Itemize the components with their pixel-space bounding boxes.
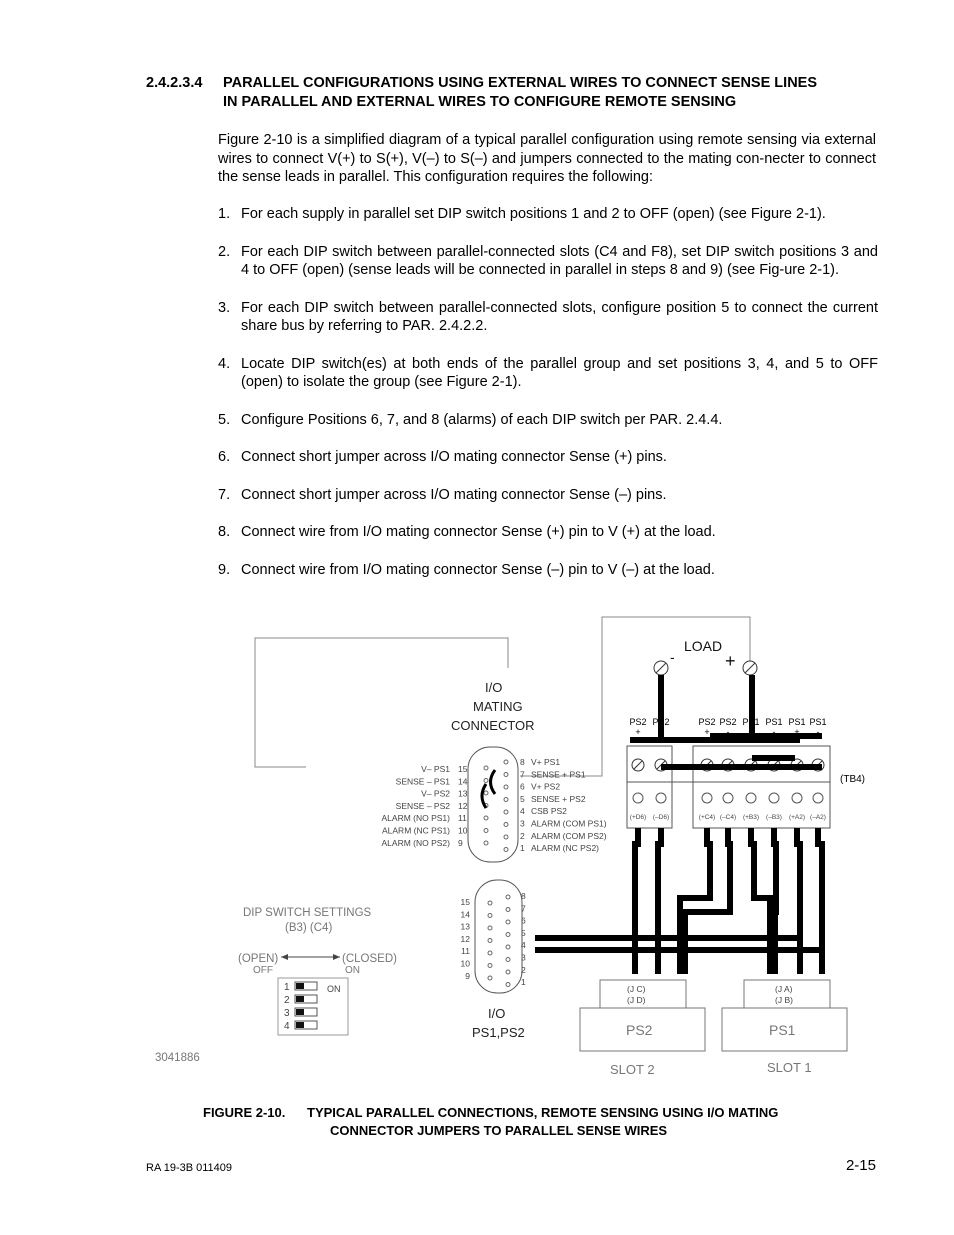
tb4-bottom-label: (+B3) [742,814,760,821]
tb4-top-ps: PS2 [698,717,716,727]
tb4-top-sign: - [659,727,663,737]
tb4-bottom-label: (–D6) [652,814,670,821]
mating-left-pin-label: SENSE – PS1 [395,776,450,787]
dip-switch-lever [296,1009,304,1015]
io-left-pin-num: 15 [460,897,470,907]
tb4-lower-terminal [769,793,779,803]
ps1-conn-1: (J A) [775,984,793,994]
tb4-top-ps: PS1 [788,717,806,727]
mating-connector-shell [468,747,518,862]
tb4-top-sign: - [772,727,776,737]
tb4-bottom-label: (+A2) [788,814,806,821]
mating-right-pin-num: 6 [520,781,525,792]
step-item [218,448,878,467]
step-number: 4. [218,355,231,372]
step-text: Connect short jumper across I/O mating connector Sense (–) pins. [241,486,667,503]
io-label-2: PS1,PS2 [472,1025,525,1040]
io-left-pin-num: 10 [460,958,470,969]
io-label-1: I/O [488,1006,506,1021]
figure-2-10-diagram [150,612,870,1087]
tb4-top-ps: PS2 [629,717,647,727]
io-left-pin-num: 12 [460,933,470,944]
step-item [218,243,878,280]
section-title-line2: IN PARALLEL AND EXTERNAL WIRES TO CONFIGURE REMOTE SENSING [223,94,737,110]
tb4-top-ps: PS1 [765,717,783,727]
tb4-bottom-label: (–C4) [719,814,737,821]
mating-right-pin-label: V+ PS2 [531,781,561,792]
io-right-pin-num: 5 [521,927,526,938]
tb4-lower-terminal [813,793,823,803]
step-item [218,523,878,542]
mating-label-2: MATING [473,699,523,714]
load-plus: + [725,651,736,671]
step-text: For each supply in parallel set DIP switch positions 1 and 2 to OFF (open) (see Figure 2-1). [241,206,826,222]
step-item [218,411,878,430]
dip-switch-number: 1 [284,982,290,993]
tb4-top-ps: PS2 [719,717,737,727]
step-number: 9. [218,561,231,578]
mating-left-pin-label: ALARM (NO PS1) [381,813,450,824]
step-item [218,299,878,336]
tb4-bottom-label: (–A2) [810,814,826,821]
mating-left-pin-label: ALARM (NC PS1) [381,825,450,836]
step-text: Connect wire from I/O mating connector Sense (–) pin to V (–) at the load. [241,561,715,578]
ps1-conn-2: (J B) [775,995,793,1005]
figure-caption-line1: TYPICAL PARALLEL CONNECTIONS, REMOTE SENSING USING I/O MATING [307,1105,779,1120]
step-item [218,205,878,224]
steps-list [218,205,878,598]
mating-right-pin-num: 2 [520,830,525,841]
mating-left-pin-label: V– PS1 [421,764,450,774]
section-title-line1: PARALLEL CONFIGURATIONS USING EXTERNAL WIRES TO CONNECT SENSE LINES [223,75,818,91]
tb4-top-sign: + [635,727,641,737]
tb4-lower-terminal [633,793,643,803]
step-text: For each DIP switch between parallel-connected slots, configure position 5 to connect the current share bus by referring to PAR. 2.4.2.2. [241,299,878,334]
io-connector-shell [475,880,522,993]
tb4-bottom-label: (+C4) [698,814,716,821]
tb4-top-ps: PS1 [809,717,827,727]
step-number: 3. [218,299,231,316]
step-text: Configure Positions 6, 7, and 8 (alarms) of each DIP switch per PAR. 2.4.4. [241,411,723,428]
load-label: LOAD [684,638,723,654]
mating-right-pin-label: SENSE + PS2 [531,793,586,804]
mating-right-pin-label: CSB PS2 [531,806,567,817]
figure-caption [203,1104,843,1140]
figure-number: FIGURE 2-10. [203,1105,286,1120]
mating-left-pin-label: SENSE – PS2 [395,800,450,811]
mating-right-pin-num: 5 [520,793,525,804]
dip-switch-lever [296,1022,304,1028]
footer-page-number: 2-15 [845,1157,876,1174]
ps2-conn-2: (J D) [627,995,646,1005]
io-left-pin-num: 14 [460,909,470,920]
dip-closed: (CLOSED) [342,953,397,965]
dip-switch-number: 4 [284,1021,290,1032]
io-right-pin-num: 2 [521,964,526,975]
mating-label-1: I/O [485,680,503,695]
step-item [218,486,878,505]
mating-left-pin-num: 11 [458,813,467,824]
tb4-lower-terminal [656,793,666,803]
mating-right-pin-label: ALARM (COM PS1) [531,818,607,829]
step-number: 1. [218,206,231,222]
mating-right-pin-label: ALARM (COM PS2) [531,830,607,841]
mating-right-pin-num: 4 [520,806,525,817]
step-text: Connect wire from I/O mating connector Sense (+) pin to V (+) at the load. [241,524,716,540]
step-text: For each DIP switch between parallel-connected slots (C4 and F8), set DIP switch positions 3 and 4 to OFF (open) (sense leads will be connected in parallel in steps 8 and 9) (see Fig-ure 2-1). [241,243,878,278]
step-number: 7. [218,486,231,503]
tb4-top-sign: - [816,727,820,737]
load-minus: - [670,649,675,665]
dip-open: (OPEN) [238,953,279,965]
mating-left-pin-num: 10 [458,825,468,836]
io-right-pin-num: 8 [521,891,526,901]
mating-left-pin-num: 15 [458,764,468,774]
mating-right-pin-num: 7 [520,769,525,780]
tb4-top-sign: - [726,727,730,737]
dip-switch-number: 2 [284,995,290,1006]
slot2-label: SLOT 2 [610,1062,655,1077]
tb4-top-ps: PS1 [742,717,760,727]
mating-left-pin-labels [382,764,468,848]
tb4-lower-terminal [723,793,733,803]
io-right-pin-num: 6 [521,915,526,926]
step-number: 8. [218,524,231,540]
dip-switch-lever [296,996,304,1002]
io-right-pin-num: 4 [521,940,526,951]
dip-switch-number: 3 [284,1008,290,1019]
tb4-lower-terminal [746,793,756,803]
section-heading [146,74,886,112]
section-number: 2.4.2.3.4 [146,75,203,91]
step-item [218,355,878,392]
step-text: Locate DIP switch(es) at both ends of the parallel group and set positions 3, 4, and 5 to OFF (open) to isolate the group (see Figure 2-1). [241,355,878,390]
mating-left-pin-label: V– PS2 [421,788,450,799]
ps2-label: PS2 [626,1022,653,1038]
ps2-conn-1: (J C) [627,984,646,994]
mating-right-pin-num: 3 [520,818,525,829]
tb4-top-sign: + [704,727,710,737]
ps1-label: PS1 [769,1022,796,1038]
tb4-bottom-label: (+D6) [629,814,647,821]
mating-left-pin-num: 14 [458,776,468,787]
step-number: 5. [218,411,231,428]
drawing-number: 3041886 [155,1052,200,1064]
tb4-top-sign: + [794,727,800,737]
dip-on-mark: ON [327,984,341,994]
tb4-lower-terminal [702,793,712,803]
io-right-pin-num: 3 [521,952,526,963]
mating-right-pin-num: 1 [520,843,525,854]
footer-doc-id: RA 19-3B 011409 [146,1162,233,1174]
mating-right-pin-label: SENSE + PS1 [531,769,586,780]
io-left-pin-num: 9 [465,970,470,981]
tb4-top-ps: PS2 [652,717,670,727]
io-left-pin-num: 13 [460,921,470,932]
io-right-pin-num: 7 [521,903,526,914]
tb4-label: (TB4) [840,774,865,785]
mating-left-pin-num: 13 [458,788,468,799]
tb4-bottom-label: (–B3) [766,814,782,821]
wiring-diagram [150,612,870,1082]
mating-right-pin-label: ALARM (NC PS2) [531,843,600,854]
tb4-top-sign: + [748,727,754,737]
mating-right-pin-labels [520,757,607,853]
io-right-pin-num: 1 [521,977,526,988]
dip-switch-lever [296,983,304,989]
step-text: Connect short jumper across I/O mating connector Sense (+) pins. [241,449,667,465]
intro-paragraph: Figure 2-10 is a simplified diagram of a typical parallel configuration using remote sensing via external wires to connect V(+) to S(+), V(–) to S(–) and jumpers connected to the mating con-necter to connect the sense leads in parallel. This configuration requires the following: [218,132,876,185]
step-item [218,561,878,580]
mating-left-pin-num: 9 [458,837,463,848]
mating-right-pin-num: 8 [520,757,525,767]
mating-left-pin-label: ALARM (NO PS2) [381,837,450,848]
figure-caption-line2: CONNECTOR JUMPERS TO PARALLEL SENSE WIRES [330,1123,668,1138]
step-number: 2. [218,243,231,260]
mating-left-pin-num: 12 [458,800,468,811]
dip-off: OFF [253,965,273,976]
slot1-label: SLOT 1 [767,1060,812,1075]
io-left-pin-num: 11 [461,946,470,957]
tb4-lower-terminal [792,793,802,803]
mating-label-3: CONNECTOR [451,718,535,733]
mating-right-pin-label: V+ PS1 [531,757,561,767]
dip-title-1: DIP SWITCH SETTINGS [243,907,372,919]
step-number: 6. [218,449,231,465]
dip-on: ON [345,965,360,976]
terminal-block-tb4 [627,746,830,828]
dip-title-2: (B3) (C4) [285,922,333,934]
